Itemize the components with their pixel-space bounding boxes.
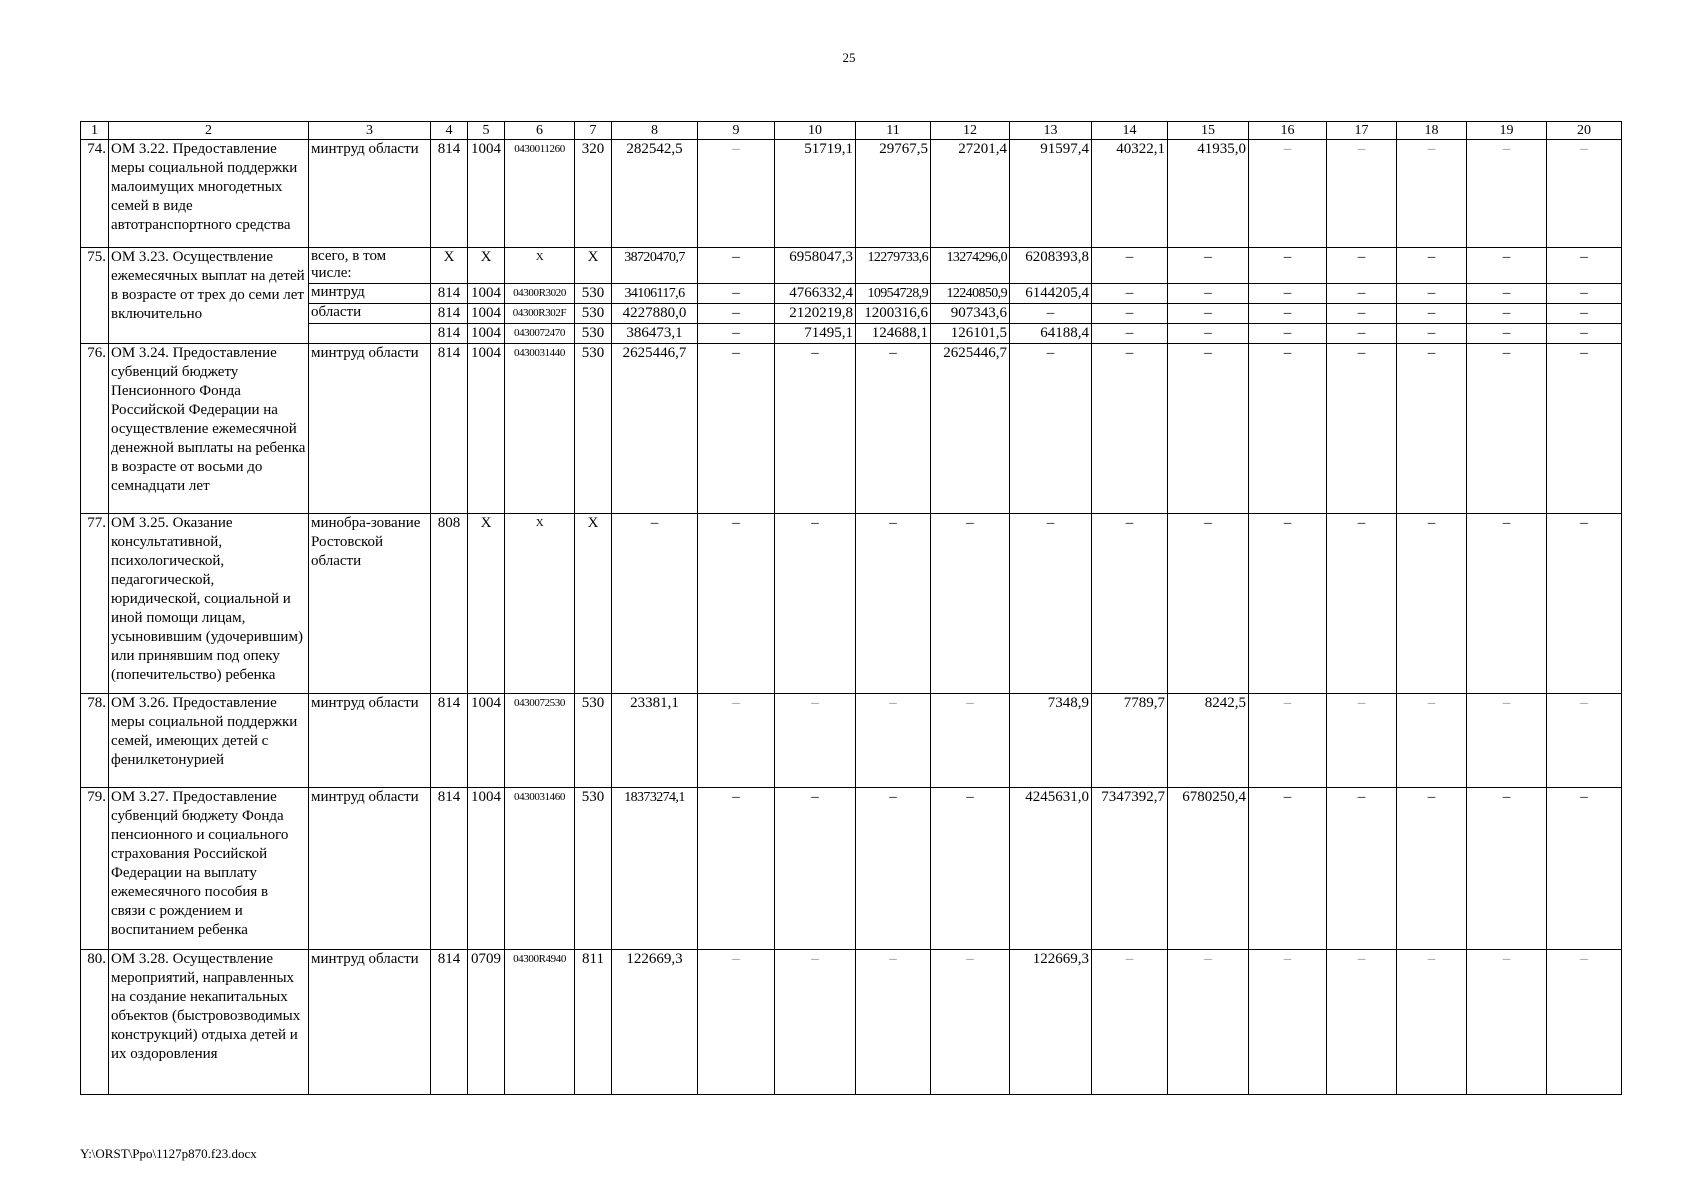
- value-cell-col8: 18373274,1: [612, 788, 698, 950]
- value-cell-col15: –: [1168, 344, 1249, 514]
- value-cell-col20: –: [1547, 344, 1622, 514]
- table-row: [81, 514, 1622, 694]
- row-number: 76.: [81, 344, 109, 514]
- value-cell-col10: 4766332,4: [775, 284, 856, 304]
- row-number: 74.: [81, 140, 109, 248]
- column-header: 5: [468, 122, 505, 140]
- table-row: [81, 324, 1622, 344]
- value-cell-col10: 2120219,8: [775, 304, 856, 324]
- column-header: 7: [575, 122, 612, 140]
- value-cell-col20: –: [1547, 304, 1622, 324]
- column-header: 19: [1467, 122, 1547, 140]
- value-cell-col20: –: [1547, 284, 1622, 304]
- value-cell-col19: –: [1467, 304, 1547, 324]
- value-cell-col16: –: [1249, 140, 1327, 248]
- table-row: [81, 284, 1622, 304]
- executor-cell: минтруд области: [309, 694, 431, 788]
- value-cell-col9: –: [698, 514, 775, 694]
- value-cell-col17: –: [1327, 950, 1397, 1095]
- measure-name: ОМ 3.26. Предоставление меры социальной поддержки семей, имеющих детей с фенилкетонурией: [109, 694, 309, 788]
- table-row: [81, 248, 1622, 284]
- value-cell-col16: –: [1249, 788, 1327, 950]
- value-cell-col15: 8242,5: [1168, 694, 1249, 788]
- target-article-cell: X: [505, 514, 575, 694]
- value-cell-col14: 7789,7: [1092, 694, 1168, 788]
- value-cell-col12: –: [931, 514, 1010, 694]
- value-cell-col9: –: [698, 248, 775, 284]
- table-row: [81, 788, 1622, 950]
- column-header: 20: [1547, 122, 1622, 140]
- column-header: 14: [1092, 122, 1168, 140]
- value-cell-col12: 13274296,0: [931, 248, 1010, 284]
- value-cell-col16: –: [1249, 324, 1327, 344]
- value-cell-col19: –: [1467, 950, 1547, 1095]
- value-cell-col18: –: [1397, 514, 1467, 694]
- expense-type-cell: 530: [575, 788, 612, 950]
- column-header: 2: [109, 122, 309, 140]
- value-cell-col14: –: [1092, 304, 1168, 324]
- value-cell-col16: –: [1249, 344, 1327, 514]
- value-cell-col19: –: [1467, 284, 1547, 304]
- value-cell-col12: –: [931, 694, 1010, 788]
- budget-table: [80, 121, 1622, 1095]
- value-cell-col13: 7348,9: [1010, 694, 1092, 788]
- value-cell-col12: 907343,6: [931, 304, 1010, 324]
- value-cell-col14: –: [1092, 950, 1168, 1095]
- value-cell-col11: 1200316,6: [856, 304, 931, 324]
- value-cell-col17: –: [1327, 344, 1397, 514]
- value-cell-col12: 12240850,9: [931, 284, 1010, 304]
- column-header: 13: [1010, 122, 1092, 140]
- value-cell-col10: –: [775, 694, 856, 788]
- row-number: 75.: [81, 248, 109, 344]
- value-cell-col14: –: [1092, 344, 1168, 514]
- value-cell-col11: –: [856, 514, 931, 694]
- value-cell-col15: –: [1168, 950, 1249, 1095]
- executor-cell: всего, в том числе:: [309, 248, 431, 284]
- value-cell-col11: –: [856, 694, 931, 788]
- ministry-code-cell: 808: [431, 514, 468, 694]
- column-header: 8: [612, 122, 698, 140]
- value-cell-col18: –: [1397, 140, 1467, 248]
- value-cell-col8: 2625446,7: [612, 344, 698, 514]
- expense-type-cell: 530: [575, 694, 612, 788]
- value-cell-col19: –: [1467, 514, 1547, 694]
- ministry-code-cell: 814: [431, 324, 468, 344]
- value-cell-col11: 29767,5: [856, 140, 931, 248]
- value-cell-col12: 126101,5: [931, 324, 1010, 344]
- value-cell-col8: 122669,3: [612, 950, 698, 1095]
- value-cell-col8: –: [612, 514, 698, 694]
- value-cell-col15: –: [1168, 304, 1249, 324]
- column-header: 4: [431, 122, 468, 140]
- section-code-cell: 0709: [468, 950, 505, 1095]
- value-cell-col19: –: [1467, 248, 1547, 284]
- value-cell-col18: –: [1397, 324, 1467, 344]
- section-code-cell: 1004: [468, 694, 505, 788]
- column-header: 15: [1168, 122, 1249, 140]
- value-cell-col16: –: [1249, 514, 1327, 694]
- expense-type-cell: 811: [575, 950, 612, 1095]
- executor-cell: [309, 324, 431, 344]
- value-cell-col13: –: [1010, 344, 1092, 514]
- target-article-cell: 0430072470: [505, 324, 575, 344]
- value-cell-col18: –: [1397, 694, 1467, 788]
- section-code-cell: X: [468, 514, 505, 694]
- measure-name: ОМ 3.22. Предоставление меры социальной поддержки малоимущих многодетных семей в виде автотранспортного средства: [109, 140, 309, 248]
- value-cell-col12: 27201,4: [931, 140, 1010, 248]
- target-article-cell: 0430031440: [505, 344, 575, 514]
- expense-type-cell: 530: [575, 324, 612, 344]
- section-code-cell: 1004: [468, 324, 505, 344]
- value-cell-col12: 2625446,7: [931, 344, 1010, 514]
- table-row: [81, 344, 1622, 514]
- value-cell-col8: 23381,1: [612, 694, 698, 788]
- row-number: 78.: [81, 694, 109, 788]
- value-cell-col10: –: [775, 788, 856, 950]
- ministry-code-cell: 814: [431, 344, 468, 514]
- value-cell-col12: –: [931, 788, 1010, 950]
- column-header: 10: [775, 122, 856, 140]
- value-cell-col10: 71495,1: [775, 324, 856, 344]
- table-row: [81, 694, 1622, 788]
- value-cell-col10: –: [775, 950, 856, 1095]
- value-cell-col18: –: [1397, 284, 1467, 304]
- value-cell-col8: 34106117,6: [612, 284, 698, 304]
- value-cell-col13: 4245631,0: [1010, 788, 1092, 950]
- value-cell-col18: –: [1397, 344, 1467, 514]
- value-cell-col14: 7347392,7: [1092, 788, 1168, 950]
- section-code-cell: 1004: [468, 284, 505, 304]
- value-cell-col9: –: [698, 788, 775, 950]
- value-cell-col13: –: [1010, 304, 1092, 324]
- column-header: 9: [698, 122, 775, 140]
- value-cell-col10: 51719,1: [775, 140, 856, 248]
- value-cell-col13: 122669,3: [1010, 950, 1092, 1095]
- value-cell-col18: –: [1397, 304, 1467, 324]
- section-code-cell: X: [468, 248, 505, 284]
- value-cell-col9: –: [698, 304, 775, 324]
- column-header: 11: [856, 122, 931, 140]
- expense-type-cell: 530: [575, 304, 612, 324]
- value-cell-col13: 6208393,8: [1010, 248, 1092, 284]
- table-row: [81, 140, 1622, 248]
- value-cell-col13: 91597,4: [1010, 140, 1092, 248]
- column-header: 1: [81, 122, 109, 140]
- expense-type-cell: 530: [575, 344, 612, 514]
- value-cell-col8: 386473,1: [612, 324, 698, 344]
- value-cell-col17: –: [1327, 694, 1397, 788]
- row-number: 80.: [81, 950, 109, 1095]
- file-path-footer: Y:\ORST\Ppo\1127p870.f23.docx: [80, 1146, 257, 1161]
- value-cell-col19: –: [1467, 344, 1547, 514]
- value-cell-col17: –: [1327, 514, 1397, 694]
- value-cell-col11: 10954728,9: [856, 284, 931, 304]
- value-cell-col10: –: [775, 514, 856, 694]
- value-cell-col18: –: [1397, 788, 1467, 950]
- executor-cell: области: [309, 304, 431, 324]
- value-cell-col16: –: [1249, 950, 1327, 1095]
- expense-type-cell: 530: [575, 284, 612, 304]
- expense-type-cell: 320: [575, 140, 612, 248]
- target-article-cell: 04300R302F: [505, 304, 575, 324]
- value-cell-col9: –: [698, 950, 775, 1095]
- header-row: [81, 122, 1622, 140]
- measure-name: ОМ 3.28. Осуществление мероприятий, направленных на создание некапитальных объектов (быстровозводимых конструкций) отдыха детей и их оздоровления: [109, 950, 309, 1095]
- value-cell-col9: –: [698, 694, 775, 788]
- value-cell-col9: –: [698, 284, 775, 304]
- ministry-code-cell: 814: [431, 788, 468, 950]
- ministry-code-cell: 814: [431, 950, 468, 1095]
- target-article-cell: X: [505, 248, 575, 284]
- value-cell-col17: –: [1327, 788, 1397, 950]
- measure-name: ОМ 3.23. Осуществление ежемесячных выплат на детей в возрасте от трех до семи лет включительно: [109, 248, 309, 344]
- column-header: 18: [1397, 122, 1467, 140]
- value-cell-col20: –: [1547, 324, 1622, 344]
- value-cell-col15: –: [1168, 324, 1249, 344]
- value-cell-col15: –: [1168, 514, 1249, 694]
- value-cell-col14: –: [1092, 514, 1168, 694]
- value-cell-col17: –: [1327, 248, 1397, 284]
- ministry-code-cell: X: [431, 248, 468, 284]
- value-cell-col11: –: [856, 788, 931, 950]
- row-number: 79.: [81, 788, 109, 950]
- column-header: 12: [931, 122, 1010, 140]
- value-cell-col17: –: [1327, 324, 1397, 344]
- value-cell-col9: –: [698, 140, 775, 248]
- value-cell-col20: –: [1547, 694, 1622, 788]
- value-cell-col15: 41935,0: [1168, 140, 1249, 248]
- value-cell-col15: 6780250,4: [1168, 788, 1249, 950]
- measure-name: ОМ 3.27. Предоставление субвенций бюджету Фонда пенсионного и социального страхования Российской Федерации на выплату ежемесячного пособия в связи с рождением и воспитанием ребенка: [109, 788, 309, 950]
- executor-cell: минобра-зование Ростовской области: [309, 514, 431, 694]
- value-cell-col20: –: [1547, 950, 1622, 1095]
- value-cell-col20: –: [1547, 248, 1622, 284]
- value-cell-col9: –: [698, 344, 775, 514]
- expense-type-cell: X: [575, 514, 612, 694]
- ministry-code-cell: 814: [431, 694, 468, 788]
- value-cell-col14: 40322,1: [1092, 140, 1168, 248]
- value-cell-col17: –: [1327, 304, 1397, 324]
- value-cell-col16: –: [1249, 304, 1327, 324]
- executor-cell: минтруд области: [309, 140, 431, 248]
- value-cell-col18: –: [1397, 248, 1467, 284]
- value-cell-col11: 124688,1: [856, 324, 931, 344]
- value-cell-col19: –: [1467, 788, 1547, 950]
- ministry-code-cell: 814: [431, 140, 468, 248]
- value-cell-col19: –: [1467, 140, 1547, 248]
- executor-cell: минтруд: [309, 284, 431, 304]
- value-cell-col17: –: [1327, 284, 1397, 304]
- value-cell-col16: –: [1249, 694, 1327, 788]
- value-cell-col15: –: [1168, 248, 1249, 284]
- executor-cell: минтруд области: [309, 788, 431, 950]
- section-code-cell: 1004: [468, 788, 505, 950]
- value-cell-col9: –: [698, 324, 775, 344]
- measure-name: ОМ 3.25. Оказание консультативной, психологической, педагогической, юридической, социальной и иной помощи лицам, усыновившим (удочерившим) или принявшим под опеку (попечительство) ребенка: [109, 514, 309, 694]
- column-header: 17: [1327, 122, 1397, 140]
- value-cell-col8: 38720470,7: [612, 248, 698, 284]
- value-cell-col10: 6958047,3: [775, 248, 856, 284]
- value-cell-col19: –: [1467, 694, 1547, 788]
- table-row: [81, 304, 1622, 324]
- ministry-code-cell: 814: [431, 304, 468, 324]
- column-header: 16: [1249, 122, 1327, 140]
- table-row: [81, 950, 1622, 1095]
- value-cell-col11: –: [856, 950, 931, 1095]
- target-article-cell: 04300R4940: [505, 950, 575, 1095]
- row-number: 77.: [81, 514, 109, 694]
- value-cell-col20: –: [1547, 514, 1622, 694]
- value-cell-col16: –: [1249, 284, 1327, 304]
- value-cell-col13: –: [1010, 514, 1092, 694]
- target-article-cell: 0430031460: [505, 788, 575, 950]
- value-cell-col10: –: [775, 344, 856, 514]
- value-cell-col14: –: [1092, 324, 1168, 344]
- value-cell-col20: –: [1547, 788, 1622, 950]
- value-cell-col19: –: [1467, 324, 1547, 344]
- target-article-cell: 0430072530: [505, 694, 575, 788]
- value-cell-col14: –: [1092, 248, 1168, 284]
- value-cell-col8: 4227880,0: [612, 304, 698, 324]
- section-code-cell: 1004: [468, 140, 505, 248]
- value-cell-col12: –: [931, 950, 1010, 1095]
- measure-name: ОМ 3.24. Предоставление субвенций бюджету Пенсионного Фонда Российской Федерации на осуществление ежемесячной денежной выплаты на ребенка в возрасте от восьми до семнадцати лет: [109, 344, 309, 514]
- value-cell-col15: –: [1168, 284, 1249, 304]
- column-header: 3: [309, 122, 431, 140]
- ministry-code-cell: 814: [431, 284, 468, 304]
- value-cell-col13: 6144205,4: [1010, 284, 1092, 304]
- section-code-cell: 1004: [468, 344, 505, 514]
- value-cell-col11: 12279733,6: [856, 248, 931, 284]
- page-number: 25: [842, 50, 856, 65]
- value-cell-col14: –: [1092, 284, 1168, 304]
- value-cell-col20: –: [1547, 140, 1622, 248]
- column-header: 6: [505, 122, 575, 140]
- value-cell-col11: –: [856, 344, 931, 514]
- value-cell-col16: –: [1249, 248, 1327, 284]
- target-article-cell: 0430011260: [505, 140, 575, 248]
- value-cell-col13: 64188,4: [1010, 324, 1092, 344]
- executor-cell: минтруд области: [309, 950, 431, 1095]
- target-article-cell: 04300R3020: [505, 284, 575, 304]
- value-cell-col18: –: [1397, 950, 1467, 1095]
- expense-type-cell: X: [575, 248, 612, 284]
- executor-cell: минтруд области: [309, 344, 431, 514]
- value-cell-col17: –: [1327, 140, 1397, 248]
- section-code-cell: 1004: [468, 304, 505, 324]
- value-cell-col8: 282542,5: [612, 140, 698, 248]
